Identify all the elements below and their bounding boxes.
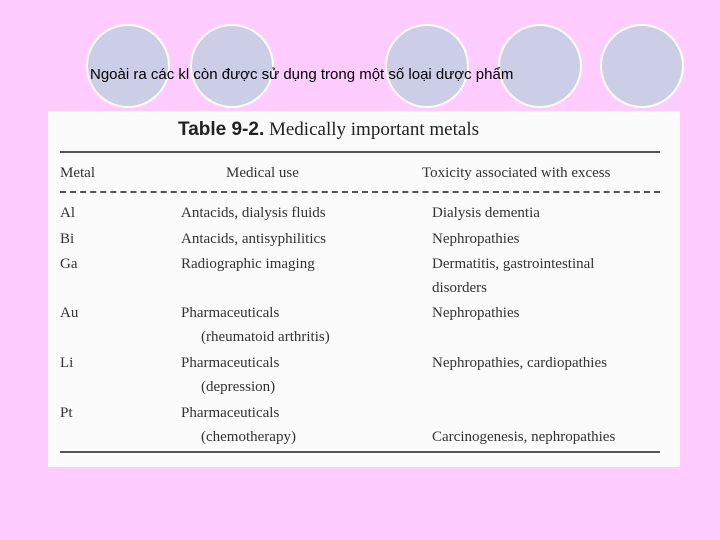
cell-medical-use: Antacids, antisyphilitics <box>181 231 326 247</box>
table-caption <box>178 119 479 141</box>
cell-metal: Li <box>60 355 74 371</box>
cell-medical-use: Pharmaceuticals (rheumatoid arthritis) <box>181 305 330 345</box>
cell-toxicity: Nephropathies <box>432 231 520 247</box>
header-rule <box>60 191 660 193</box>
header-toxicity: Toxicity associated with excess <box>422 165 611 181</box>
header-medical-use: Medical use <box>226 165 299 181</box>
table-top-rule <box>60 151 660 153</box>
cell-toxicity: Nephropathies, cardiopathies <box>432 355 607 371</box>
cell-metal: Bi <box>60 231 75 247</box>
cell-metal: Ga <box>60 256 78 272</box>
cell-toxicity: Dermatitis, gastrointestinal disorders <box>432 256 595 296</box>
table-caption-title: Medically important metals <box>268 119 479 140</box>
header-metal: Metal <box>60 165 95 181</box>
cell-medical-use: Pharmaceuticals (depression) <box>181 355 280 395</box>
table-bottom-rule <box>60 451 660 453</box>
cell-medical-use: Antacids, dialysis fluids <box>181 205 326 221</box>
cell-metal: Al <box>60 205 75 221</box>
slide-heading: Ngoài ra các kl còn được sử dụng trong một số loại dược phẩm <box>90 66 514 83</box>
cell-toxicity: Carcinogenesis, nephropathies <box>432 429 616 445</box>
cell-metal: Pt <box>60 405 73 421</box>
decorative-circle <box>600 24 684 108</box>
cell-toxicity: Nephropathies <box>432 305 520 321</box>
table-caption-number: Table 9-2. <box>178 119 265 140</box>
cell-toxicity: Dialysis dementia <box>432 205 540 221</box>
metals-table-image <box>48 111 680 467</box>
cell-medical-use: Pharmaceuticals (chemotherapy) <box>181 405 296 445</box>
cell-metal: Au <box>60 305 79 321</box>
cell-medical-use: Radiographic imaging <box>181 256 315 272</box>
